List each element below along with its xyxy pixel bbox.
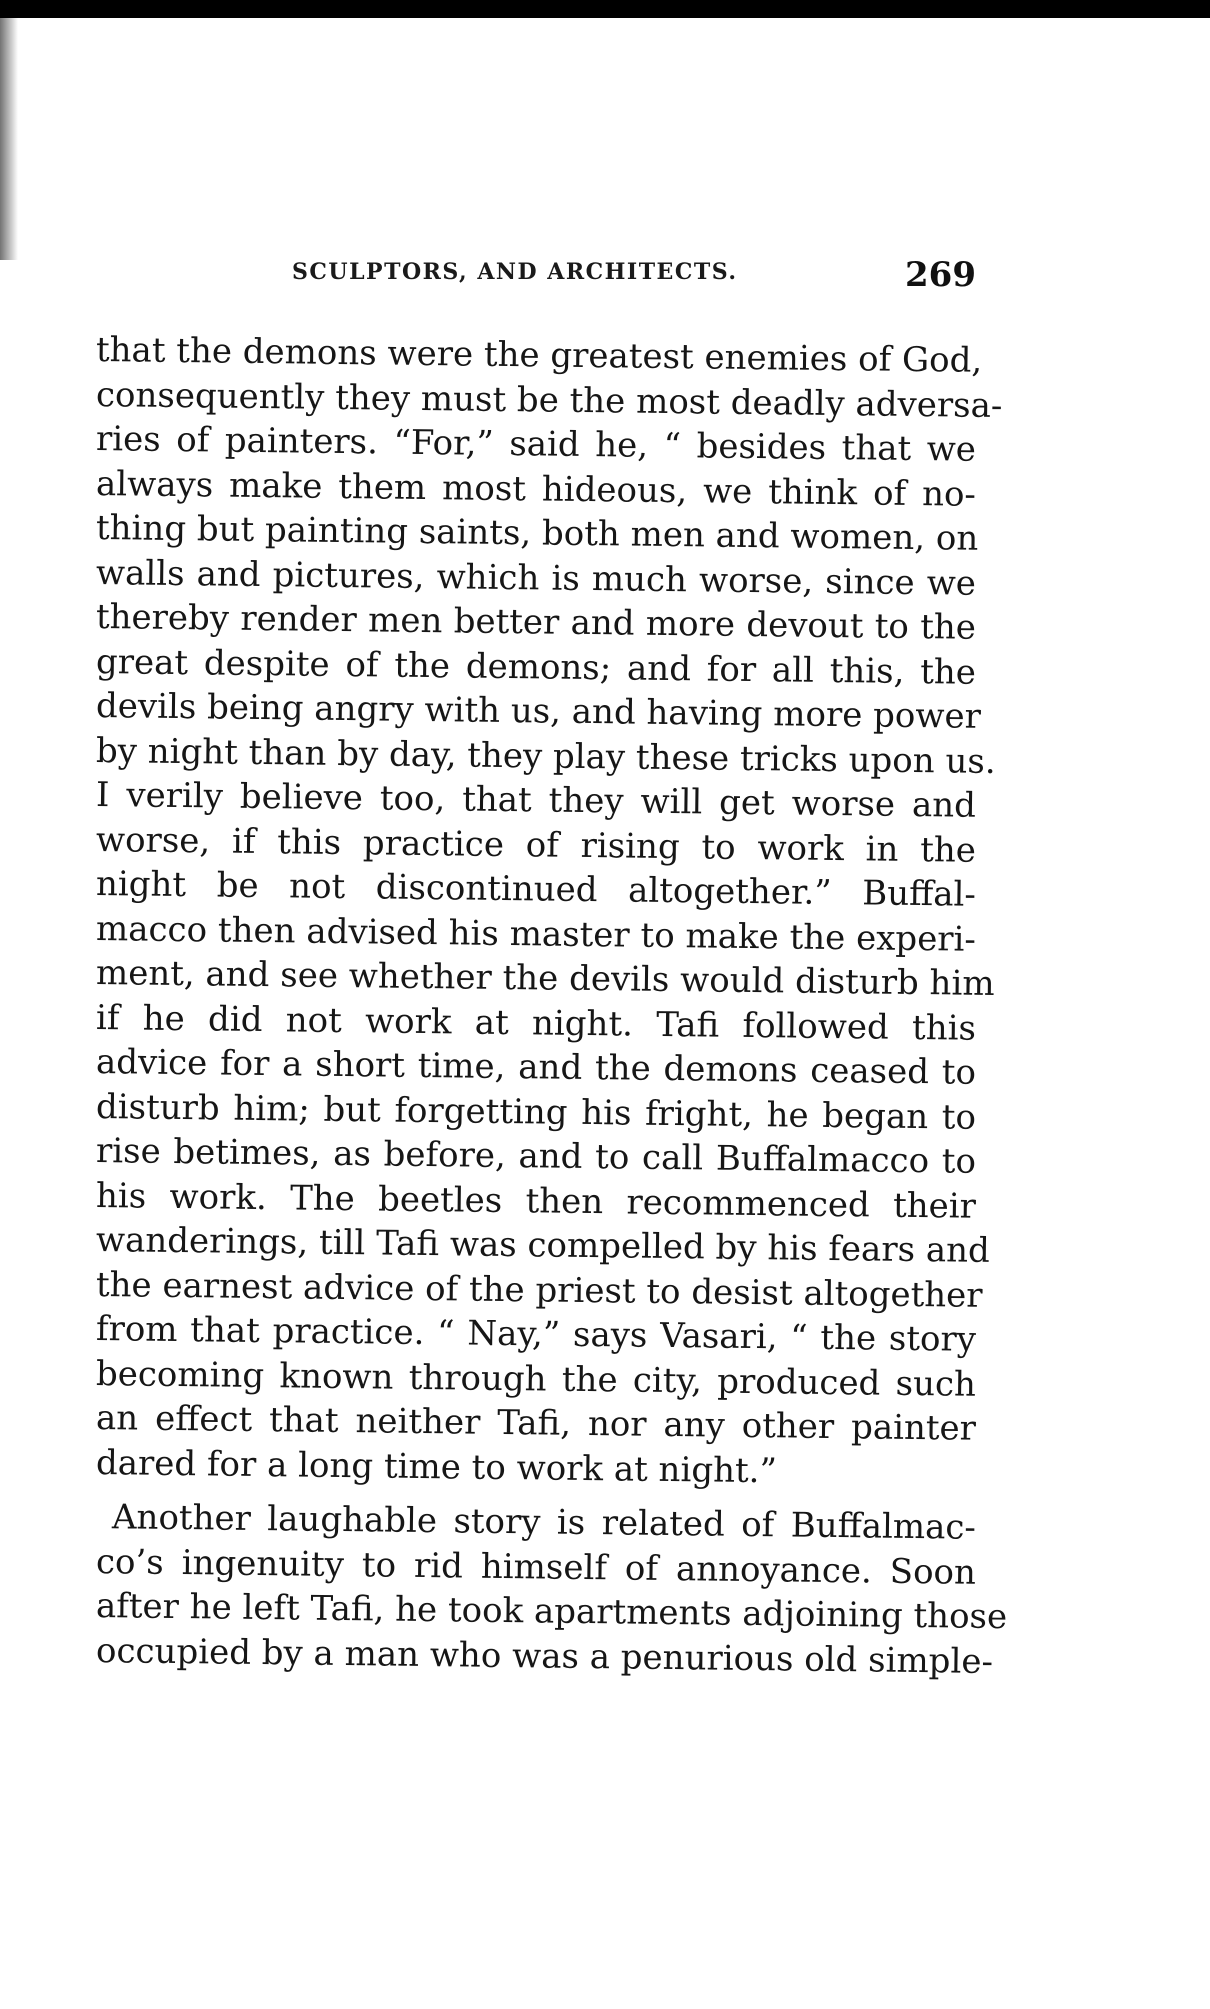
text-line: advice for a short time, and the demons ceased to — [95, 1042, 977, 1093]
text-line: occupied by a man who was a penurious old simple- — [95, 1630, 994, 1682]
scan-left-shadow — [0, 0, 18, 260]
text-line: always make them most hideous, we think of no- — [95, 463, 977, 515]
text-line: I verily believe too, that they will get worse and — [95, 775, 977, 826]
text-line: ment, and see whether the devils would disturb him — [95, 953, 995, 1004]
text-line: thereby render men better and more devout to the — [95, 597, 977, 648]
text-line: from that practice. “ Nay,” says Vasari, “ the story — [95, 1309, 977, 1360]
text-line: walls and pictures, which is much worse, since we — [95, 552, 977, 604]
scan-top-edge — [0, 0, 1210, 18]
page-number: 269 — [905, 255, 976, 295]
body-text — [95, 328, 1008, 1682]
text-line: dared for a long time to work at night.” — [95, 1442, 778, 1491]
text-line: rise betimes, as before, and to call Buffalmacco to — [95, 1131, 977, 1182]
page-header — [96, 255, 976, 305]
text-line: worse, if this practice of rising to work in the — [95, 819, 977, 871]
text-line: becoming known through the city, produced such — [95, 1353, 977, 1405]
text-line: by night than by day, they play these tricks upon us. — [95, 730, 996, 782]
text-line: ries of painters. “For,” said he, “ besides that we — [95, 419, 977, 470]
text-line: if he did not work at night. Tafi followed this — [95, 997, 977, 1049]
text-line: that the demons were the greatest enemies of God, — [95, 330, 983, 381]
text-line: devils being angry with us, and having more power — [95, 686, 982, 737]
text-line: disturb him; but forgetting his fright, he began to — [95, 1086, 977, 1138]
text-line: after he left Tafi, he took apartments adjoining those — [95, 1586, 1008, 1638]
text-line: wanderings, till Tafi was compelled by his fears and — [95, 1220, 991, 1271]
running-head: SCULPTORS, AND ARCHITECTS. — [292, 259, 738, 285]
text-line: an effect that neither Tafi, nor any other painter — [95, 1398, 977, 1449]
paragraph-start-line: Another laughable story is related of Buffalmac- — [111, 1497, 977, 1548]
text-line: co’s ingenuity to rid himself of annoyance. Soon — [95, 1541, 977, 1593]
text-line: night be not discontinued altogether.” Buffal- — [95, 864, 977, 915]
text-line: great despite of the demons; and for all this, the — [95, 641, 977, 693]
text-line: macco then advised his master to make the experi- — [95, 908, 977, 960]
text-line: thing but painting saints, both men and women, on — [95, 508, 979, 559]
text-line: consequently they must be the most deadly adversa- — [95, 374, 1003, 426]
text-line: the earnest advice of the priest to desist altogether — [95, 1264, 983, 1316]
text-line: his work. The beetles then recommenced their — [95, 1175, 977, 1227]
